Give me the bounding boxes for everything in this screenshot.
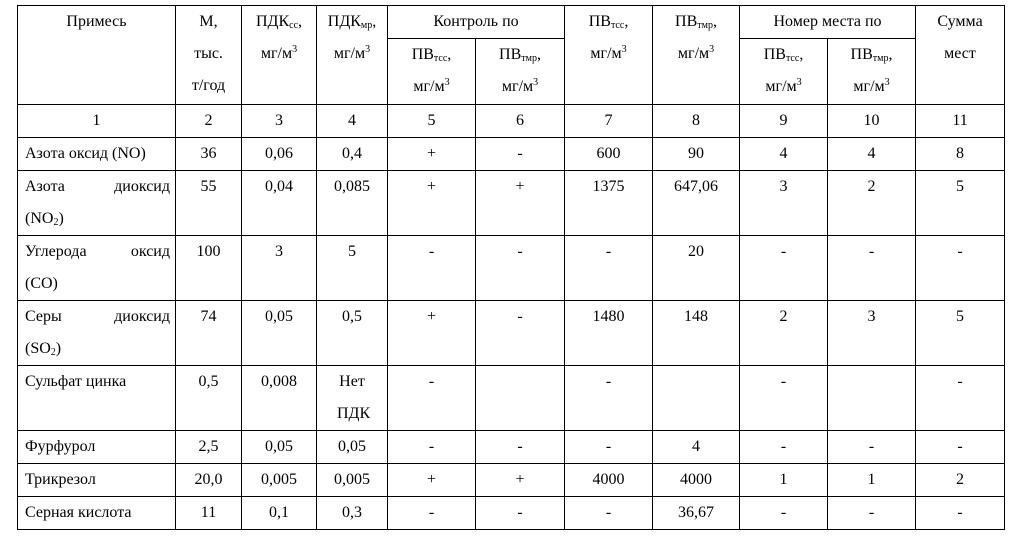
table-row (18, 236, 1005, 301)
row-name-word-1: Азота (25, 178, 65, 195)
cell: 3 (740, 171, 828, 236)
cell: 0,06 (242, 138, 317, 171)
cell: 3 (242, 236, 317, 301)
cell: 1480 (565, 301, 653, 366)
cell: 0,005 (317, 464, 388, 497)
cell: - (476, 138, 565, 171)
pollutants-table (17, 5, 1005, 530)
cell: - (828, 236, 916, 301)
cell: - (916, 236, 1005, 301)
header-pv-tss-exp: 3 (621, 44, 627, 55)
header-control-pv-tmr (476, 39, 565, 105)
header-pv-tmr-main: ПВ (675, 13, 698, 30)
cell: 0,4 (317, 138, 388, 171)
header-control-pv-tmr-exp: 3 (533, 77, 539, 88)
cell: - (476, 431, 565, 464)
cell: - (476, 236, 565, 301)
row-name-word-2: диоксид (114, 308, 170, 325)
cell: - (388, 431, 476, 464)
header-control-pv-tmr-unit: мг/м (501, 78, 534, 95)
col-number: 9 (740, 105, 828, 138)
col-number: 11 (916, 105, 1005, 138)
header-pv-tss-unit: мг/м (590, 45, 622, 62)
col-number: 2 (176, 105, 242, 138)
cell: 0,05 (317, 431, 388, 464)
row-name: Трикрезол (18, 464, 176, 497)
row-name-formula: (SO (25, 340, 51, 357)
cell: - (388, 497, 476, 530)
header-place-pv-tmr-sub: тмр (872, 53, 889, 64)
header-pdk-mr-exp: 3 (365, 44, 371, 55)
header-control-pv-tmr-post: , (536, 46, 541, 63)
header-control-pv-tss-sub: тсс (433, 53, 448, 64)
header-sum-line-1: Сумма (937, 13, 983, 30)
row-name-formula-post: ) (58, 210, 64, 227)
table-row (18, 464, 1005, 497)
cell: - (740, 236, 828, 301)
header-pv-tss (565, 6, 653, 105)
cell: 0,5 (176, 366, 242, 431)
col-number: 10 (828, 105, 916, 138)
header-pv-tss-post: , (624, 13, 629, 30)
cell: 600 (565, 138, 653, 171)
cell: + (476, 464, 565, 497)
cell: 5 (916, 171, 1005, 236)
cell: + (388, 301, 476, 366)
cell: 4000 (565, 464, 653, 497)
cell: 4 (828, 138, 916, 171)
cell: Нет ПДК (317, 366, 388, 431)
header-sum-line-2: мест (944, 45, 976, 62)
header-pv-tmr-sub: тмр (697, 20, 713, 31)
cell: 647,06 (653, 171, 740, 236)
table-row (18, 138, 1005, 171)
cell: 1375 (565, 171, 653, 236)
cell (828, 366, 916, 431)
cell: 74 (176, 301, 242, 366)
row-name-formula: (NO (25, 210, 54, 227)
header-impurity: Примесь (18, 6, 176, 105)
cell: + (476, 171, 565, 236)
header-control: Контроль по (388, 6, 565, 39)
row-name: Сульфат цинка (18, 366, 176, 431)
cell: 0,008 (242, 366, 317, 431)
row-name (18, 301, 176, 366)
cell: + (388, 171, 476, 236)
header-pdk-mr (317, 6, 388, 105)
cell: - (476, 497, 565, 530)
header-place-pv-tmr-exp: 3 (884, 77, 890, 88)
header-control-pv-tss-main: ПВ (411, 46, 434, 63)
cell: - (740, 497, 828, 530)
cell: 8 (916, 138, 1005, 171)
header-pdk-ss-post: , (298, 13, 303, 30)
header-control-pv-tss-unit: мг/м (413, 78, 445, 95)
row-name-word-2: диоксид (114, 178, 170, 195)
row-name: Серная кислота (18, 497, 176, 530)
cell: - (828, 431, 916, 464)
row-name-formula-post: ) (55, 340, 62, 357)
cell: 4000 (653, 464, 740, 497)
header-mass-line-1: М, (199, 13, 218, 30)
header-pdk-mr-post: , (372, 13, 377, 30)
cell: 4 (740, 138, 828, 171)
cell: - (828, 497, 916, 530)
cell: 0,04 (242, 171, 317, 236)
header-place-pv-tmr-main: ПВ (850, 46, 873, 63)
header-pdk-mr-main: ПДК (327, 13, 361, 30)
cell: - (916, 431, 1005, 464)
cell: - (565, 236, 653, 301)
header-pv-tmr-exp: 3 (709, 44, 715, 55)
header-pdk-ss-unit: мг/м (260, 45, 293, 62)
cell: - (916, 497, 1005, 530)
cell: 20 (653, 236, 740, 301)
cell: 0,005 (242, 464, 317, 497)
cell: - (565, 431, 653, 464)
cell: 36 (176, 138, 242, 171)
cell: 36,67 (653, 497, 740, 530)
col-number: 3 (242, 105, 317, 138)
cell: - (476, 301, 565, 366)
header-control-pv-tmr-sub: тмр (521, 53, 537, 64)
cell: 20,0 (176, 464, 242, 497)
header-pdk-mr-sub: мр (360, 20, 373, 31)
col-number: 5 (388, 105, 476, 138)
cell: 5 (317, 236, 388, 301)
row-name-word-1: Серы (25, 308, 62, 325)
row-name: Азота оксид (NO) (18, 138, 176, 171)
header-place-pv-tss-sub: тсс (785, 53, 800, 64)
cell: 90 (653, 138, 740, 171)
header-control-pv-tmr-main: ПВ (499, 46, 522, 63)
cell: 0,05 (242, 431, 317, 464)
header-pdk-ss-main: ПДК (255, 13, 290, 30)
header-place-pv-tss-post: , (799, 46, 804, 63)
cell: - (740, 431, 828, 464)
cell: 0,3 (317, 497, 388, 530)
cell: 100 (176, 236, 242, 301)
row-name (18, 171, 176, 236)
row-name-formula-sub: 2 (53, 217, 59, 228)
cell: - (916, 366, 1005, 431)
row-name-formula: (CO) (25, 275, 58, 292)
cell: - (388, 236, 476, 301)
row-name-word-1: Углерода (25, 243, 87, 260)
cell (476, 366, 565, 431)
cell: - (388, 366, 476, 431)
table-row (18, 301, 1005, 366)
column-numbers-row (18, 105, 1005, 138)
cell: 0,5 (317, 301, 388, 366)
cell: - (565, 366, 653, 431)
header-mass (176, 6, 242, 105)
header-place: Номер места по (740, 6, 916, 39)
cell: 1 (828, 464, 916, 497)
col-number: 4 (317, 105, 388, 138)
header-place-pv-tmr-unit: мг/м (853, 78, 885, 95)
cell: 2 (740, 301, 828, 366)
header-pdk-ss-exp: 3 (292, 44, 298, 55)
header-control-pv-tss-post: , (447, 46, 452, 63)
header-pv-tmr (653, 6, 740, 105)
header-pdk-ss-sub: сс (289, 20, 299, 31)
header-pv-tss-main: ПВ (588, 13, 611, 30)
cell (653, 366, 740, 431)
row-name: Фурфурол (18, 431, 176, 464)
cell: 55 (176, 171, 242, 236)
cell: 0,05 (242, 301, 317, 366)
cell: 2 (828, 171, 916, 236)
table-row (18, 497, 1005, 530)
cell: - (565, 497, 653, 530)
header-mass-line-2: тыс. (194, 45, 223, 62)
header-mass-line-3: т/год (191, 77, 226, 94)
cell: 4 (653, 431, 740, 464)
cell: 0,085 (317, 171, 388, 236)
header-sum (916, 6, 1005, 105)
header-pdk-ss (242, 6, 317, 105)
table-row (18, 171, 1005, 236)
header-pv-tss-sub: тсс (610, 20, 625, 31)
col-number: 8 (653, 105, 740, 138)
cell: 2,5 (176, 431, 242, 464)
header-pv-tmr-post: , (712, 13, 717, 30)
header-pv-tmr-unit: мг/м (677, 45, 710, 62)
table-row (18, 431, 1005, 464)
row-name-word-2: оксид (130, 243, 170, 260)
header-pdk-mr-unit: мг/м (333, 45, 366, 62)
cell: 148 (653, 301, 740, 366)
cell: 2 (916, 464, 1005, 497)
col-number: 6 (476, 105, 565, 138)
cell: 1 (740, 464, 828, 497)
header-place-pv-tmr (828, 39, 916, 105)
cell: + (388, 138, 476, 171)
table-row (18, 366, 1005, 431)
header-place-pv-tss-main: ПВ (763, 46, 786, 63)
header-control-pv-tss (388, 39, 476, 105)
cell: + (388, 464, 476, 497)
header-place-pv-tss-unit: мг/м (765, 78, 797, 95)
cell: - (740, 366, 828, 431)
header-place-pv-tss (740, 39, 828, 105)
row-name-formula-sub: 2 (50, 347, 56, 358)
cell: 11 (176, 497, 242, 530)
cell: 3 (828, 301, 916, 366)
col-number: 1 (18, 105, 176, 138)
cell: 0,1 (242, 497, 317, 530)
header-row-1 (18, 6, 1005, 39)
header-place-pv-tss-exp: 3 (796, 77, 802, 88)
cell: 5 (916, 301, 1005, 366)
col-number: 7 (565, 105, 653, 138)
header-control-pv-tss-exp: 3 (444, 77, 450, 88)
header-place-pv-tmr-post: , (888, 46, 893, 63)
row-name (18, 236, 176, 301)
